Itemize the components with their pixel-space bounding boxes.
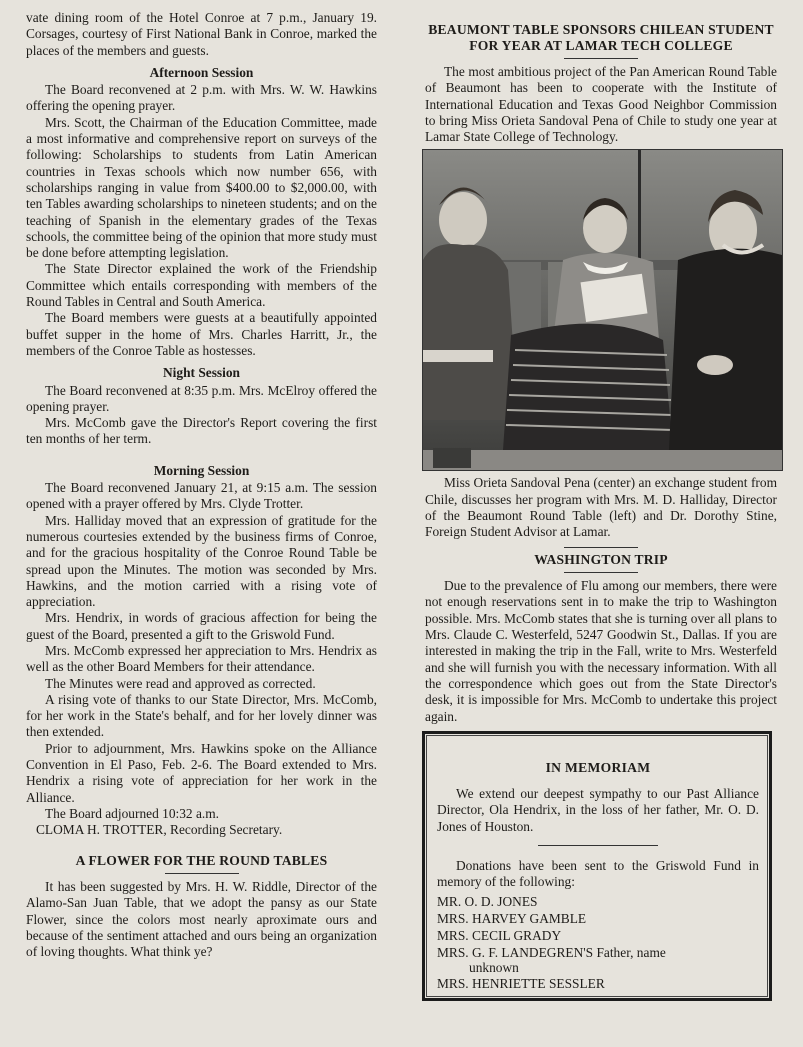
afternoon-paragraph-2: Mrs. Scott, the Chairman of the Education Committee, made a most informative and comprehensive report on surveys of the following: Scholarships to students from Latin American countries in Texas schools which now number 656, with scholarships ranging in value from $400.00 to $2,000.00, with ten Tables awarding scholarships to nineteen students; and on the teaching of Spanish in the elementary grades of the Texas schools, the committee being of the opinion that more study must be done before attempting legislation. [26,114,377,261]
afternoon-session-heading: Afternoon Session [149,64,254,80]
list-item: MR. O. D. JONES [437,893,538,909]
morning-paragraph-8: The Board adjourned 10:32 a.m. [45,805,220,821]
memoriam-paragraph: We extend our deepest sympathy to our Past Alliance Director, Ola Hendrix, in the loss of her father, Mr. O. D. Jones of Houston. [437,786,759,834]
afternoon-paragraph-4: The Board members were guests at a beautifully appointed buffet supper in the home of Mrs. Charles Harritt, Jr., the members of the Conroe Table as hostesses. [26,310,377,358]
photo-caption: Miss Orieta Sandoval Pena (center) an exchange student from Chile, discusses her program with Mrs. M. D. Halliday, Director of the Beaumont Round Table (left) and Dr. Dorothy Stine, Foreign Student Advisor at Lamar. [425,475,777,540]
list-item: MRS. HARVEY GAMBLE [437,910,587,926]
list-item: unknown [469,959,519,975]
in-memoriam-box [422,731,772,1001]
memoriam-heading: IN MEMORIAM [545,759,651,775]
recording-secretary-signature: CLOMA H. TROTTER, Recording Secretary. [36,822,283,838]
washington-paragraph: Due to the prevalence of Flu among our members, there were not enough reservations sent in to make the trip to Washington possible. Mrs. McComb states that she is turning over all plans to Mrs. Claude C. Westerfeld, 5247 Goodwin St., Dallas. If you are interested in making the trip in the Fall, write to Mrs. Westerfeld and she will furnish you with the necessary information. With all the correspondence which goes out from the State Director's desk, it is impossible for Mrs. McComb to undertake this project again. [425,578,777,724]
intro-paragraph: vate dining room of the Hotel Conroe at 7 p.m., January 19. Corsages, courtesy of First National Bank in Conroe, marked the places of the members and guests. [26,10,377,58]
morning-paragraph-2: Mrs. Halliday moved that an expression of gratitude for the numerous courtesies extended by the business firms of Conroe, and for the gracious hospitality of the Conroe Round Table be spread upon the Minutes. The motion was seconded by Mrs. Hawkins, and the motion carried with a rising vote of appreciation. [26,512,377,610]
beaumont-heading: BEAUMONT TABLE SPONSORS CHILEAN STUDENT FOR YEAR AT LAMAR TECH COLLEGE [428,22,774,53]
beaumont-divider [564,58,638,59]
morning-session-heading: Morning Session [153,462,250,478]
night-paragraph-1: The Board reconvened at 8:35 p.m. Mrs. McElroy offered the opening prayer. [26,382,377,414]
washington-divider [564,572,638,573]
morning-paragraph-1: The Board reconvened January 21, at 9:15 a.m. The session opened with a prayer offered by Mrs. Clyde Trotter. [26,480,377,512]
night-session-heading: Night Session [162,365,241,381]
memorial-names-list [437,893,759,992]
afternoon-paragraph-1: The Board reconvened at 2 p.m. with Mrs. W. W. Hawkins offering the opening prayer. [26,82,377,114]
flower-paragraph: It has been suggested by Mrs. H. W. Riddle, Director of the Alamo-San Juan Table, that we adopt the pansy as our State Flower, since the colors most nearly aproximate ours and because of the sentiment attached and ours being an organization of loving thoughts. What think ye? [26,879,377,960]
list-item: MRS. CECIL GRADY [437,927,562,943]
memoriam-divider [538,845,658,846]
morning-paragraph-4: Mrs. McComb expressed her appreciation to Mrs. Hendrix as well as the other Board Members for their attendance. [26,642,377,675]
donations-paragraph: Donations have been sent to the Griswold Fund in memory of the following: [437,858,759,890]
flower-divider [165,873,239,874]
morning-paragraph-3: Mrs. Hendrix, in words of gracious affection for being the guest of the Board, presented a gift to the Griswold Fund. [26,610,377,642]
beaumont-paragraph: The most ambitious project of the Pan American Round Table of Beaumont has been to cooperate with the Institute of International Education and Texas Good Neighbor Commission to bring Miss Orieta Sandoval Pena of Chile to study one year at Lamar State College of Technology. [425,64,777,145]
photo-three-women [422,149,783,471]
left-column [26,10,377,961]
night-paragraph-2: Mrs. McComb gave the Director's Report covering the first ten months of her term. [26,415,377,447]
afternoon-paragraph-3: The State Director explained the work of the Friendship Committee which entails corresponding with members of the Round Tables in Central and South America. [26,261,377,310]
morning-paragraph-5: The Minutes were read and approved as corrected. [45,675,316,691]
right-column [425,22,777,1001]
washington-top-divider [564,547,638,548]
washington-heading: WASHINGTON TRIP [534,551,668,567]
list-item: MRS. G. F. LANDEGREN'S Father, name [437,944,666,960]
list-item: MRS. HENRIETTE SESSLER [437,975,605,991]
morning-paragraph-7: Prior to adjournment, Mrs. Hawkins spoke on the Alliance Convention in El Paso, Feb. 2-6. The Board extended to Mrs. Hendrix a rising vote of appreciation for her work in the Alliance. [26,740,377,805]
morning-paragraph-6: A rising vote of thanks to our State Director, Mrs. McComb, for her work in the State's behalf, and for her lovely dinner was then extended. [26,691,377,740]
flower-heading: A FLOWER FOR THE ROUND TABLES [75,852,328,868]
